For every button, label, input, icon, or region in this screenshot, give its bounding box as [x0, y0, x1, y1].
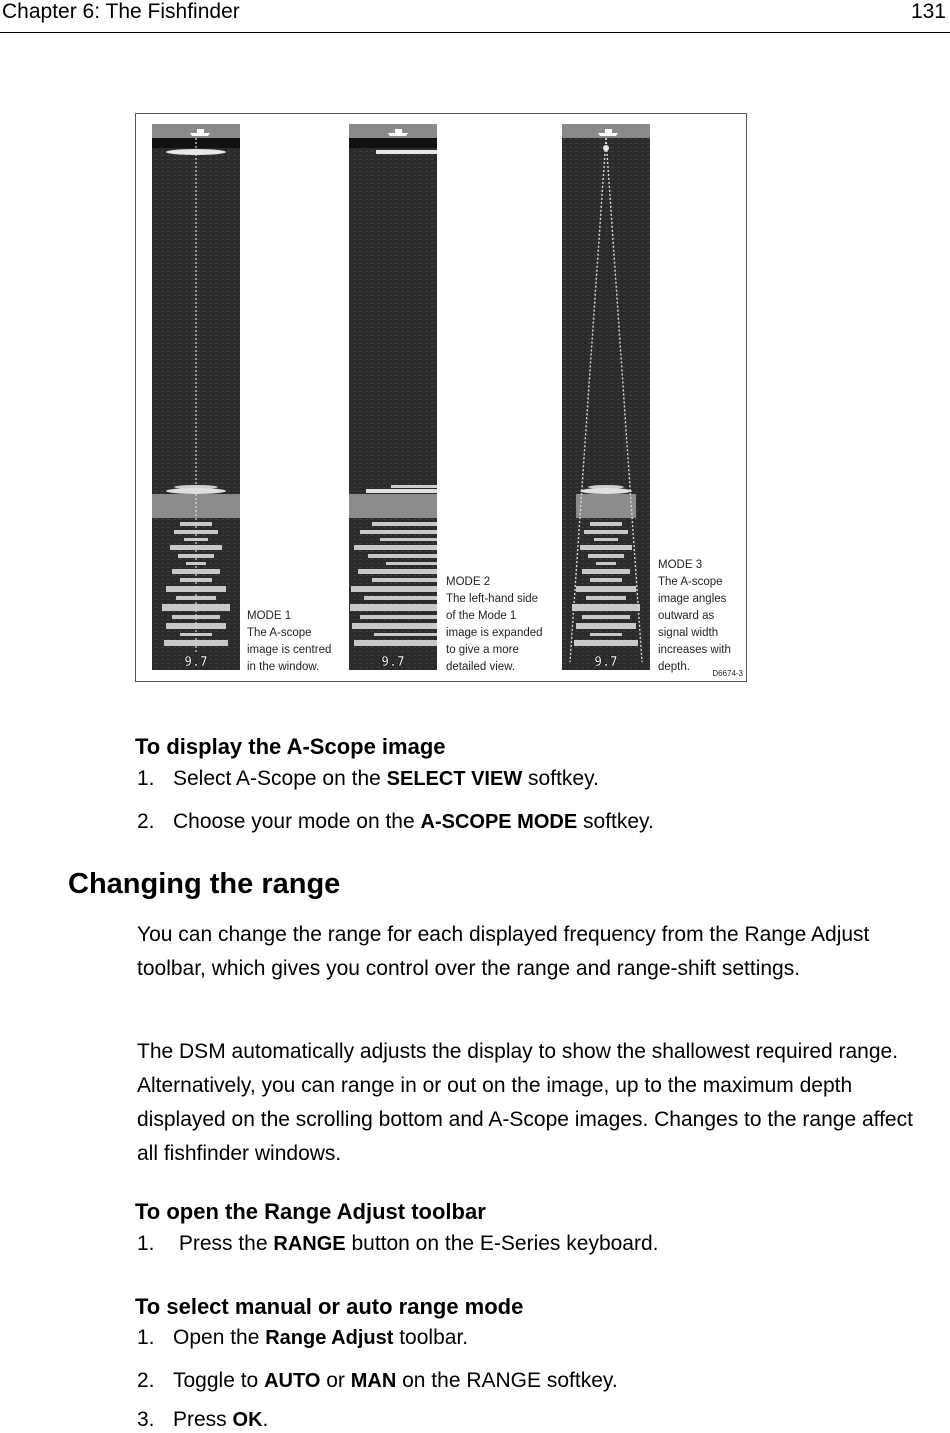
ascope-step-1: [137, 767, 599, 791]
caption-line: MODE 3: [658, 559, 703, 571]
step-number: 2.: [137, 810, 155, 833]
mode2-panel: [349, 124, 437, 670]
mode3-depth-readout: 9.7: [594, 655, 618, 670]
paragraph-line: all fishfinder windows.: [137, 1142, 342, 1165]
paragraph-line: Alternatively, you can range in or out on the image, up to the maximum depth: [137, 1074, 853, 1097]
select-step-1: [137, 1326, 468, 1350]
paragraph-line: The DSM automatically adjusts the display to show the shallowest required range.: [137, 1040, 899, 1063]
caption-line: outward as: [658, 610, 715, 622]
caption-line: The left-hand side: [446, 593, 539, 605]
range-paragraph-2: [137, 1035, 947, 1171]
step-text: softkey.: [522, 767, 599, 790]
mode1-panel: [152, 124, 240, 670]
ascope-modes-figure: [135, 113, 747, 682]
caption-line: increases with: [658, 644, 731, 656]
mode2-depth-readout: 9.7: [381, 655, 405, 670]
step-text: softkey.: [577, 810, 654, 833]
caption-line: The A-scope: [658, 576, 723, 588]
key-label: MAN: [350, 1370, 397, 1392]
figure-id: D6674-3: [712, 669, 743, 678]
open-step-1: [137, 1232, 658, 1256]
mode1-depth-readout: 9.7: [184, 655, 208, 670]
ascope-heading: To display the A-Scope image: [135, 734, 446, 759]
key-label: AUTO: [264, 1370, 321, 1392]
caption-line: The A-scope: [247, 627, 312, 639]
caption-line: depth.: [658, 661, 690, 673]
mode2-caption: [446, 574, 543, 676]
paragraph-line: toolbar, which gives you control over the range and range-shift settings.: [137, 957, 801, 980]
ascope-modes-illustration: [136, 114, 746, 681]
step-text: .: [262, 1408, 269, 1431]
mode3-panel: [562, 124, 650, 670]
page-header: [0, 0, 950, 33]
step-text: button on the E-Series keyboard.: [345, 1232, 659, 1255]
key-label: Range Adjust: [265, 1327, 394, 1349]
step-text: Press: [173, 1408, 233, 1431]
step-number: 1.: [137, 767, 155, 790]
step-text: Press the: [173, 1232, 274, 1255]
step-text: Open the: [173, 1326, 266, 1349]
caption-line: in the window.: [247, 661, 320, 673]
caption-line: signal width: [658, 627, 719, 639]
step-text: Select A-Scope on the: [173, 767, 387, 790]
select-step-3: [137, 1408, 268, 1432]
page-number: 131: [910, 0, 946, 23]
step-number: 1.: [137, 1326, 155, 1349]
softkey-label: A-SCOPE MODE: [420, 811, 578, 833]
step-number: 2.: [137, 1369, 155, 1392]
step-number: 3.: [137, 1408, 155, 1431]
caption-line: detailed view.: [446, 661, 516, 673]
caption-line: image is expanded: [446, 627, 543, 639]
range-paragraph-1: [137, 918, 947, 986]
open-toolbar-heading: To open the Range Adjust toolbar: [135, 1199, 486, 1224]
key-label: RANGE: [273, 1233, 346, 1255]
step-text: Toggle to: [173, 1369, 265, 1392]
mode1-caption: [247, 608, 331, 676]
mode3-caption: [658, 557, 731, 676]
paragraph-line: You can change the range for each displayed frequency from the Range Adjust: [137, 923, 870, 946]
caption-line: image is centred: [247, 644, 332, 656]
step-text: Choose your mode on the: [173, 810, 421, 833]
caption-line: to give a more: [446, 644, 519, 656]
caption-line: MODE 1: [247, 610, 292, 622]
caption-line: of the Mode 1: [446, 610, 517, 622]
paragraph-line: displayed on the scrolling bottom and A-Scope images. Changes to the range affect: [137, 1108, 913, 1131]
ascope-step-2: [137, 810, 654, 834]
key-label: OK: [232, 1409, 263, 1431]
select-step-2: [137, 1369, 618, 1393]
caption-line: image angles: [658, 593, 727, 605]
range-mode-heading: To select manual or auto range mode: [135, 1294, 524, 1319]
caption-line: MODE 2: [446, 576, 491, 588]
step-number: 1.: [137, 1232, 155, 1255]
softkey-label: SELECT VIEW: [386, 768, 523, 790]
step-text: on the RANGE softkey.: [396, 1369, 618, 1392]
step-text: toolbar.: [393, 1326, 469, 1349]
chapter-title: Chapter 6: The Fishfinder: [2, 0, 240, 23]
section-heading: Changing the range: [68, 868, 341, 900]
step-text: or: [320, 1369, 351, 1392]
